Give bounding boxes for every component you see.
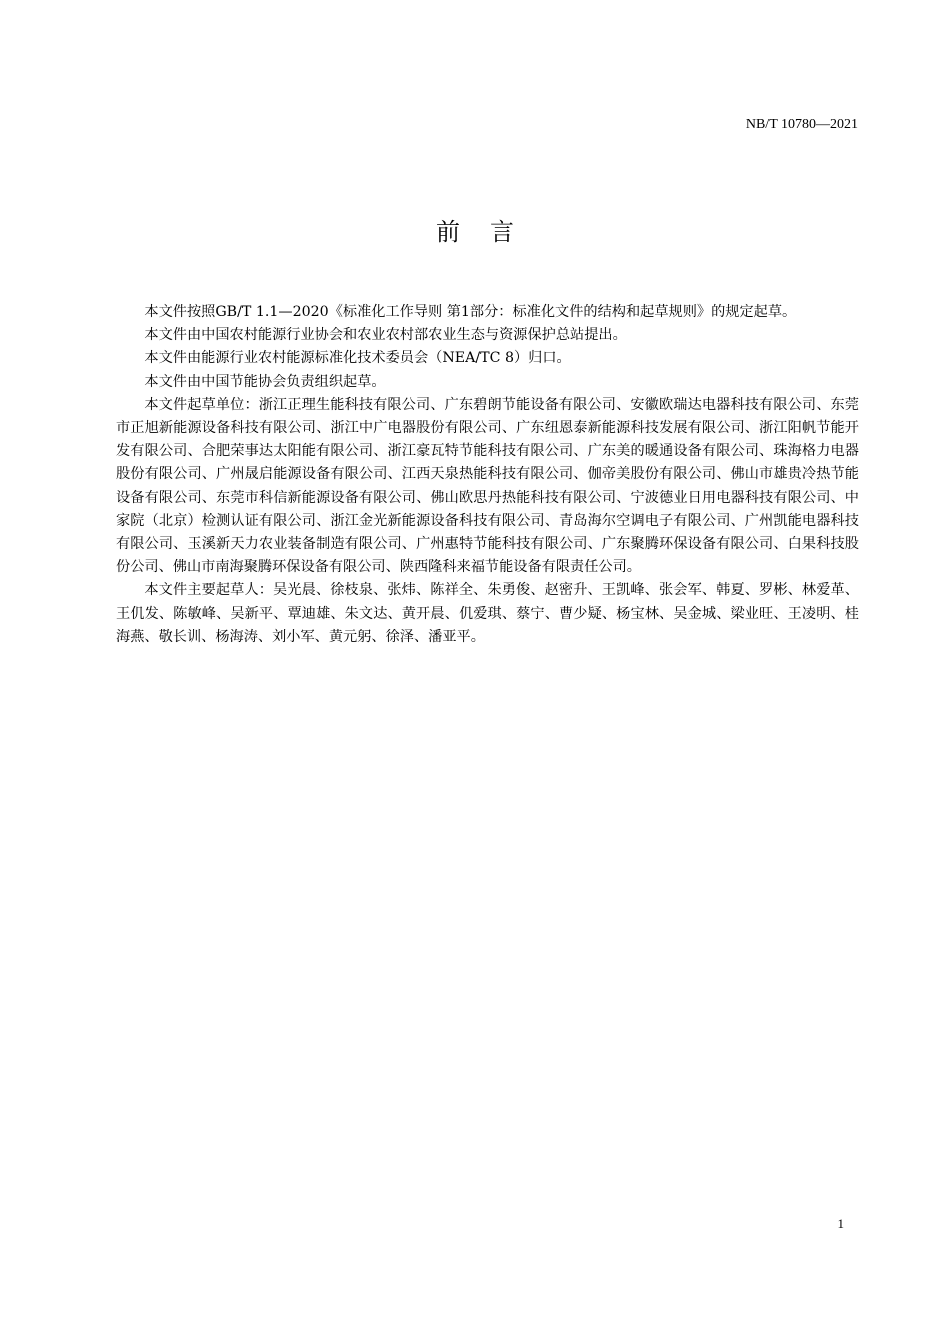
paragraph-drafting-rules: 本文件按照GB/T 1.1—2020《标准化工作导则 第1部分：标准化文件的结构和起草规则》的规定起草。	[144, 304, 797, 320]
standard-number: NB/T 10780—2021	[745, 117, 858, 132]
page-number: 1	[837, 1216, 844, 1231]
section-title: 前言	[436, 218, 544, 246]
foreword-body	[116, 301, 859, 649]
paragraph-main-drafters: 本文件主要起草人：吴光晨、徐枝泉、张炜、陈祥全、朱勇俊、赵密升、王凯峰、张会军、韩夏、罗彬、林爱革、王仉发、陈敏峰、吴新平、覃迪雄、朱文达、黄开晨、仉爱琪、蔡宁、曹少疑、杨宝林、吴金城、梁业旺、王凌明、桂海燕、敬长训、杨海涛、刘小军、黄元躬、徐泽、潘亚平。	[116, 582, 859, 645]
paragraph-organizer: 本文件由中国节能协会负责组织起草。	[144, 373, 386, 390]
paragraph-drafting-units: 本文件起草单位：浙江正理生能科技有限公司、广东碧朗节能设备有限公司、安徽欧瑞达电器科技有限公司、东莞市正旭新能源设备科技有限公司、浙江中广电器股份有限公司、广东纽恩泰新能源科技发展有限公司、浙江阳帆节能开发有限公司、合肥荣事达太阳能有限公司、浙江豪瓦特节能科技有限公司、广东美的暖通设备有限公司、珠海格力电器股份有限公司、广州晟启能源设备有限公司、江西天泉热能科技有限公司、伽帝美股份有限公司、佛山市雄贵冷热节能设备有限公司、东莞市科信新能源设备有限公司、佛山欧思丹热能科技有限公司、宁波德业日用电器科技有限公司、中家院（北京）检测认证有限公司、浙江金光新能源设备科技有限公司、青岛海尔空调电子有限公司、广州凯能电器科技有限公司、玉溪新天力农业装备制造有限公司、广州惠特节能科技有限公司、广东聚腾环保设备有限公司、白果科技股份公司、佛山市南海聚腾环保设备有限公司、陕西隆科来福节能设备有限责任公司。	[116, 396, 859, 576]
paragraph-centralized-by: 本文件由能源行业农村能源标准化技术委员会（NEA/TC 8）归口。	[144, 350, 571, 367]
paragraph-proposer: 本文件由中国农村能源行业协会和农业农村部农业生态与资源保护总站提出。	[144, 327, 627, 344]
